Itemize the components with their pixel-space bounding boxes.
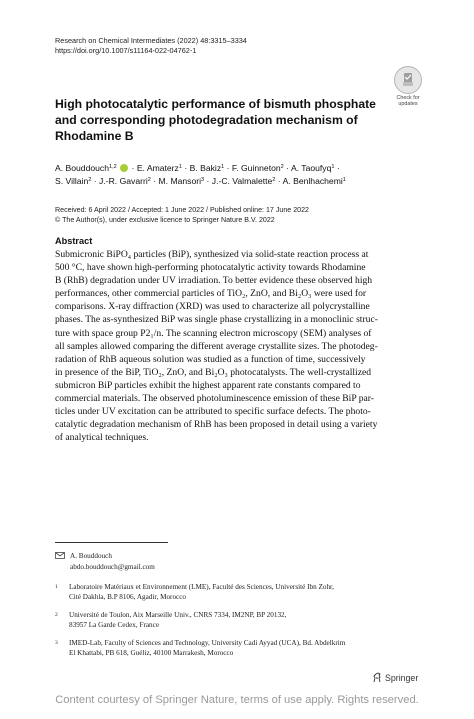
abstract-body [55,248,419,444]
author-affiliation-ref: 2 [88,177,92,183]
corresponding-author-name: A. Bouddouch [70,552,112,560]
author-name[interactable]: B. Bakiz [189,163,222,173]
footnote-divider [55,542,168,543]
publication-dates [55,205,435,225]
corresponding-author [70,551,155,573]
author-affiliation-ref: 1 [178,164,182,170]
abstract-line: submicron BiP particles exhibit the highest apparent rate constants compared to [55,379,361,391]
publisher-logo [372,672,418,683]
article-title: High photocatalytic performance of bismuth phosphate and corresponding photodegradation mechanism of Rhodamine B [55,97,376,143]
author-name[interactable]: S. Villain [55,176,89,186]
abstract-line: phases. The as-synthesized BiP was single phase crystallizing in a monoclinic struc- [55,314,378,326]
envelope-icon [55,552,65,559]
courtesy-notice: Content courtesy of Springer Nature, terms of use apply. Rights reserved. [55,694,419,706]
doi-link[interactable]: https://doi.org/10.1007/s11164-022-04762-1 [55,46,197,55]
check-for-updates-icon [394,66,422,94]
author-list: A. Bouddouch$^{1,2}$ · E. Amaterz$^1$ · B. Bakiz$^1$ · F. Guinneton$^2$ · A. Taoufyq$^1$ · S. Villain$^2$ · J.-R. Gavarri$^2$ · M. Mansori$^3$ · J.-C. Valmalette$^2$ · A. Benlhachemi$^1$ [55,163,346,186]
author-affiliation-ref: 1 [342,177,346,183]
author-name[interactable]: A. Bouddouch [55,163,109,173]
abstract-line: performances, other commercial particles of TiO₂, ZnO, and Bi₂O₃ were used for [55,288,367,300]
publisher-name: Springer [385,673,419,683]
author-affiliation-ref: 1 [221,164,225,170]
author-affiliation-ref: 1 [331,164,335,170]
check-for-updates-badge[interactable] [388,66,428,107]
affiliation-line: Cité Dakhla, B.P 8106, Agadir, Morocco [69,593,187,601]
check-for-updates-label: Check for updates [396,95,420,107]
abstract-line: of analytical techniques. [55,432,149,444]
author-name[interactable]: J.-R. Gavarri [99,176,148,186]
abstract-line: B (RhB) degradation under UV irradiation. To better evidence these observed high [55,275,373,287]
springer-horse-icon [372,672,383,683]
abstract-line: radation of RhB aqueous solution was studied as a function of time, successively [55,353,366,365]
copyright-line: © The Author(s), under exclusive licence to Springer Nature B.V. 2022 [55,216,275,224]
affiliation-line: El Khattabi, PB 618, Guéliz, 40100 Marrakesh, Morocco [69,649,234,657]
author-affiliation-ref: 1,2 [109,164,117,170]
abstract-line: catalytic degradation mechanism of RhB has been proposed in detail using a variety [55,419,378,431]
author-name[interactable]: A. Benlhachemi [282,176,343,186]
journal-citation: Research on Chemical Intermediates (2022) 48:3315–3334 [55,36,247,45]
author-affiliation-ref: 2 [280,164,284,170]
journal-header [55,36,247,56]
abstract-line: commercial materials. The observed photoluminescence emission of these BiP par- [55,393,374,405]
abstract-line: comparisons. X-ray diffraction (XRD) was used to characterize all polycrystalline [55,301,370,313]
author-affiliation-ref: 2 [272,177,276,183]
history-dates: Received: 6 April 2022 / Accepted: 1 June 2022 / Published online: 17 June 2022 [55,206,309,214]
abstract-line: 500 °C, have shown high-performing photocatalytic activity towards Rhodamine [55,262,366,274]
author-name[interactable]: F. Guinneton [231,163,281,173]
affiliation-line: Université de Toulon, Aix Marseille Univ., CNRS 7334, IM2NP, BP 20132, [69,611,287,619]
author-name[interactable]: E. Amaterz [136,163,179,173]
author-name[interactable]: M. Mansori [158,176,202,186]
abstract-line: ticles under UV excitation can be attributed to specific surface defects. The photo- [55,406,371,418]
corresponding-author-email[interactable]: abdo.bouddouch@gmail.com [70,563,155,571]
abstract-line: all samples allowed comparing the different average crystallite sizes. The photodeg- [55,340,378,352]
author-name[interactable]: A. Taoufyq [290,163,332,173]
abstract-heading: Abstract [55,236,93,246]
affiliation-line: 83957 La Garde Cedex, France [69,621,160,629]
abstract-line: ture with space group P2₁/n. The scanning electron microscopy (SEM) analyses of [55,327,372,339]
affiliation-number: 2 [55,612,58,618]
affiliation-line: Laboratoire Matériaux et Environnement (LME), Faculté des Sciences, Université Ibn Zohr, [69,583,334,591]
affiliation-line: IMED-Lab, Faculty of Sciences and Technology, University Cadi Ayyad (UCA), Bd. Abdelkrim [69,639,346,647]
abstract-line: in presence of the BiP, TiO₂, ZnO, and Bi₂O₃ photocatalysts. The well-crystallized [55,366,372,378]
affiliation-number: 1 [55,584,58,590]
author-affiliation-ref: 3 [201,177,205,183]
abstract-line: Submicronic BiPO₄ particles (BiP), synthesized via solid-state reaction process at [55,249,369,260]
affiliation-number: 3 [55,640,58,646]
author-name[interactable]: J.-C. Valmalette [211,176,273,186]
author-affiliation-ref: 2 [147,177,151,183]
orcid-icon[interactable] [120,164,128,172]
